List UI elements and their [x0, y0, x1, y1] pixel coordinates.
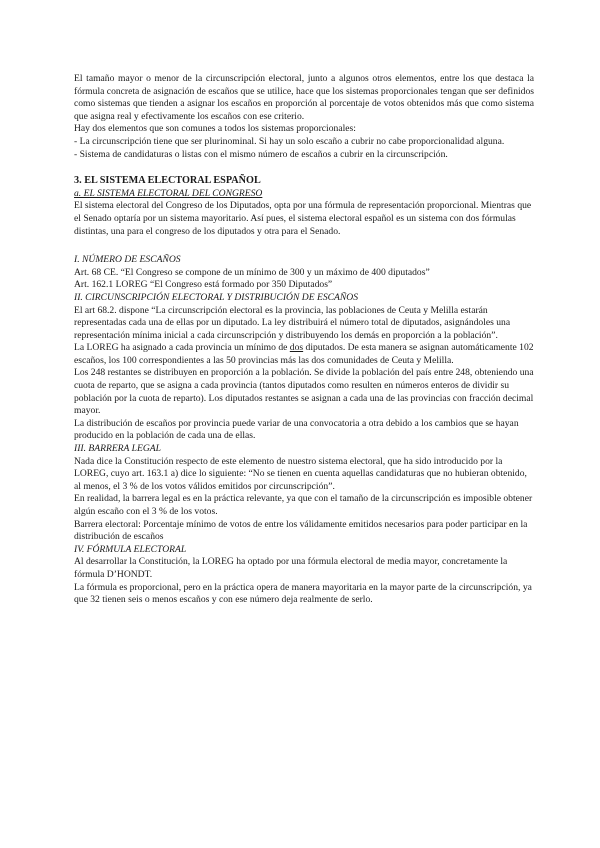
- art162-quote: Art. 162.1 LOREG “El Congreso está formado por 350 Diputados”: [74, 279, 333, 291]
- part2-paragraph-2: [74, 342, 534, 367]
- part2-p2-underlined: dos: [289, 342, 304, 354]
- part4-heading: IV. FÓRMULA ELECTORAL: [74, 543, 187, 555]
- part4-paragraph-1: Al desarrollar la Constitución, la LOREG ha optado por una fórmula electoral de media mayor, concretamente la fórmula D’HONDT.: [74, 556, 508, 580]
- intro-paragraph: El tamaño mayor o menor de la circunscripción electoral, junto a algunos otros elementos, entre los que destaca la fórmula concreta de asignación de escaños que se utilice, hace que los sistemas proporcionales tengan que ser definidos como sistemas que tienden a asignar los escaños en proporción al porcentaje de votos obtenidos más que como sistema que asigna real y efectivamente los escaños con ese criterio.: [74, 73, 534, 122]
- intro-list-item-2: - Sistema de candidaturas o listas con el mismo número de escaños a cubrir en la circunscripción.: [74, 148, 448, 160]
- part3-paragraph-1: Nada dice la Constitución respecto de este elemento de nuestro sistema electoral, que ha sido introducido por la LOREG, cuyo art. 163.1 a) dice lo siguiente: “No se tienen en cuenta aquellas candidaturas que no hubieran obtenido, al menos, el 3 % de los votos válidos emitidos por circunscripción”.: [74, 455, 527, 492]
- part3-paragraph-3: Barrera electoral: Porcentaje mínimo de votos de entre los válidamente emitidos necesarios para poder participar en la distribución de escaños: [74, 518, 528, 543]
- part2-p2-before: La LOREG ha asignado a cada provincia un mínimo de: [74, 342, 290, 354]
- section-title: 3. EL SISTEMA ELECTORAL ESPAÑOL: [74, 175, 261, 187]
- section-subtitle: a. EL SISTEMA ELECTORAL DEL CONGRESO: [74, 187, 263, 199]
- part2-paragraph-1: El art 68.2. dispone “La circunscripción electoral es la provincia, las poblaciones de Ceuta y Melilla estarán representadas cada una de ellas por un diputado. La ley distribuirá el número total de diputados, asignándoles una representación mínima inicial a cada circunscripción y distribuyendo los demás en proporción a la población”.: [74, 304, 511, 341]
- part2-heading: II. CIRCUNSCRIPCIÓN ELECTORAL Y DISTRIBUCIÓN DE ESCAÑOS: [74, 291, 359, 303]
- section-paragraph: El sistema electoral del Congreso de los Diputados, opta por una fórmula de representación proporcional. Mientras que el Senado optaría por un sistema mayoritario. Así pues, el sistema electoral español es un sistema con dos fórmulas distintas, una para el congreso de los diputados y otra para el Senado.: [74, 200, 532, 237]
- intro-list-item-1: - La circunscripción tiene que ser plurinominal. Si hay un solo escaño a cubrir no cabe proporcionalidad alguna.: [74, 135, 505, 147]
- part4-paragraph-2: La fórmula es proporcional, pero en la práctica opera de manera mayoritaria en la mayor parte de la circunscripción, ya que 32 tienen seis o menos escaños y con ese número deja realmente de serlo.: [74, 581, 532, 606]
- document-page: [74, 73, 534, 607]
- part2-paragraph-4: La distribución de escaños por provincia puede variar de una convocatoria a otra debido a los cambios que se hayan producido en la población de cada una de ellas.: [74, 417, 519, 442]
- art68-quote: Art. 68 CE. “El Congreso se compone de un mínimo de 300 y un máximo de 400 diputados”: [74, 266, 430, 278]
- part2-paragraph-3: Los 248 restantes se distribuyen en proporción a la población. Se divide la población del país entre 248, obteniendo una cuota de reparto, que se asigna a cada provincia (tantos diputados como resulten en números enteros de dividir su población por la cuota de reparto). Los diputados restantes se asignan a cada una de las provincias con fracción decimal mayor.: [74, 367, 534, 417]
- part2-p2-after: diputados. De esta manera se asignan automáticamente 102 escaños, los 100 correspondientes a las 50 provincias más las dos comunidades de Ceuta y Melilla.: [74, 342, 534, 366]
- part3-paragraph-2: En realidad, la barrera legal es en la práctica relevante, ya que con el tamaño de la circunscripción es imposible obtener algún escaño con el 3 % de los votos.: [74, 493, 533, 517]
- part1-heading: I. NÚMERO DE ESCAÑOS: [74, 254, 181, 266]
- part3-heading: III. BARRERA LEGAL: [74, 443, 161, 455]
- intro-common-elements: Hay dos elementos que son comunes a todos los sistemas proporcionales:: [74, 123, 356, 135]
